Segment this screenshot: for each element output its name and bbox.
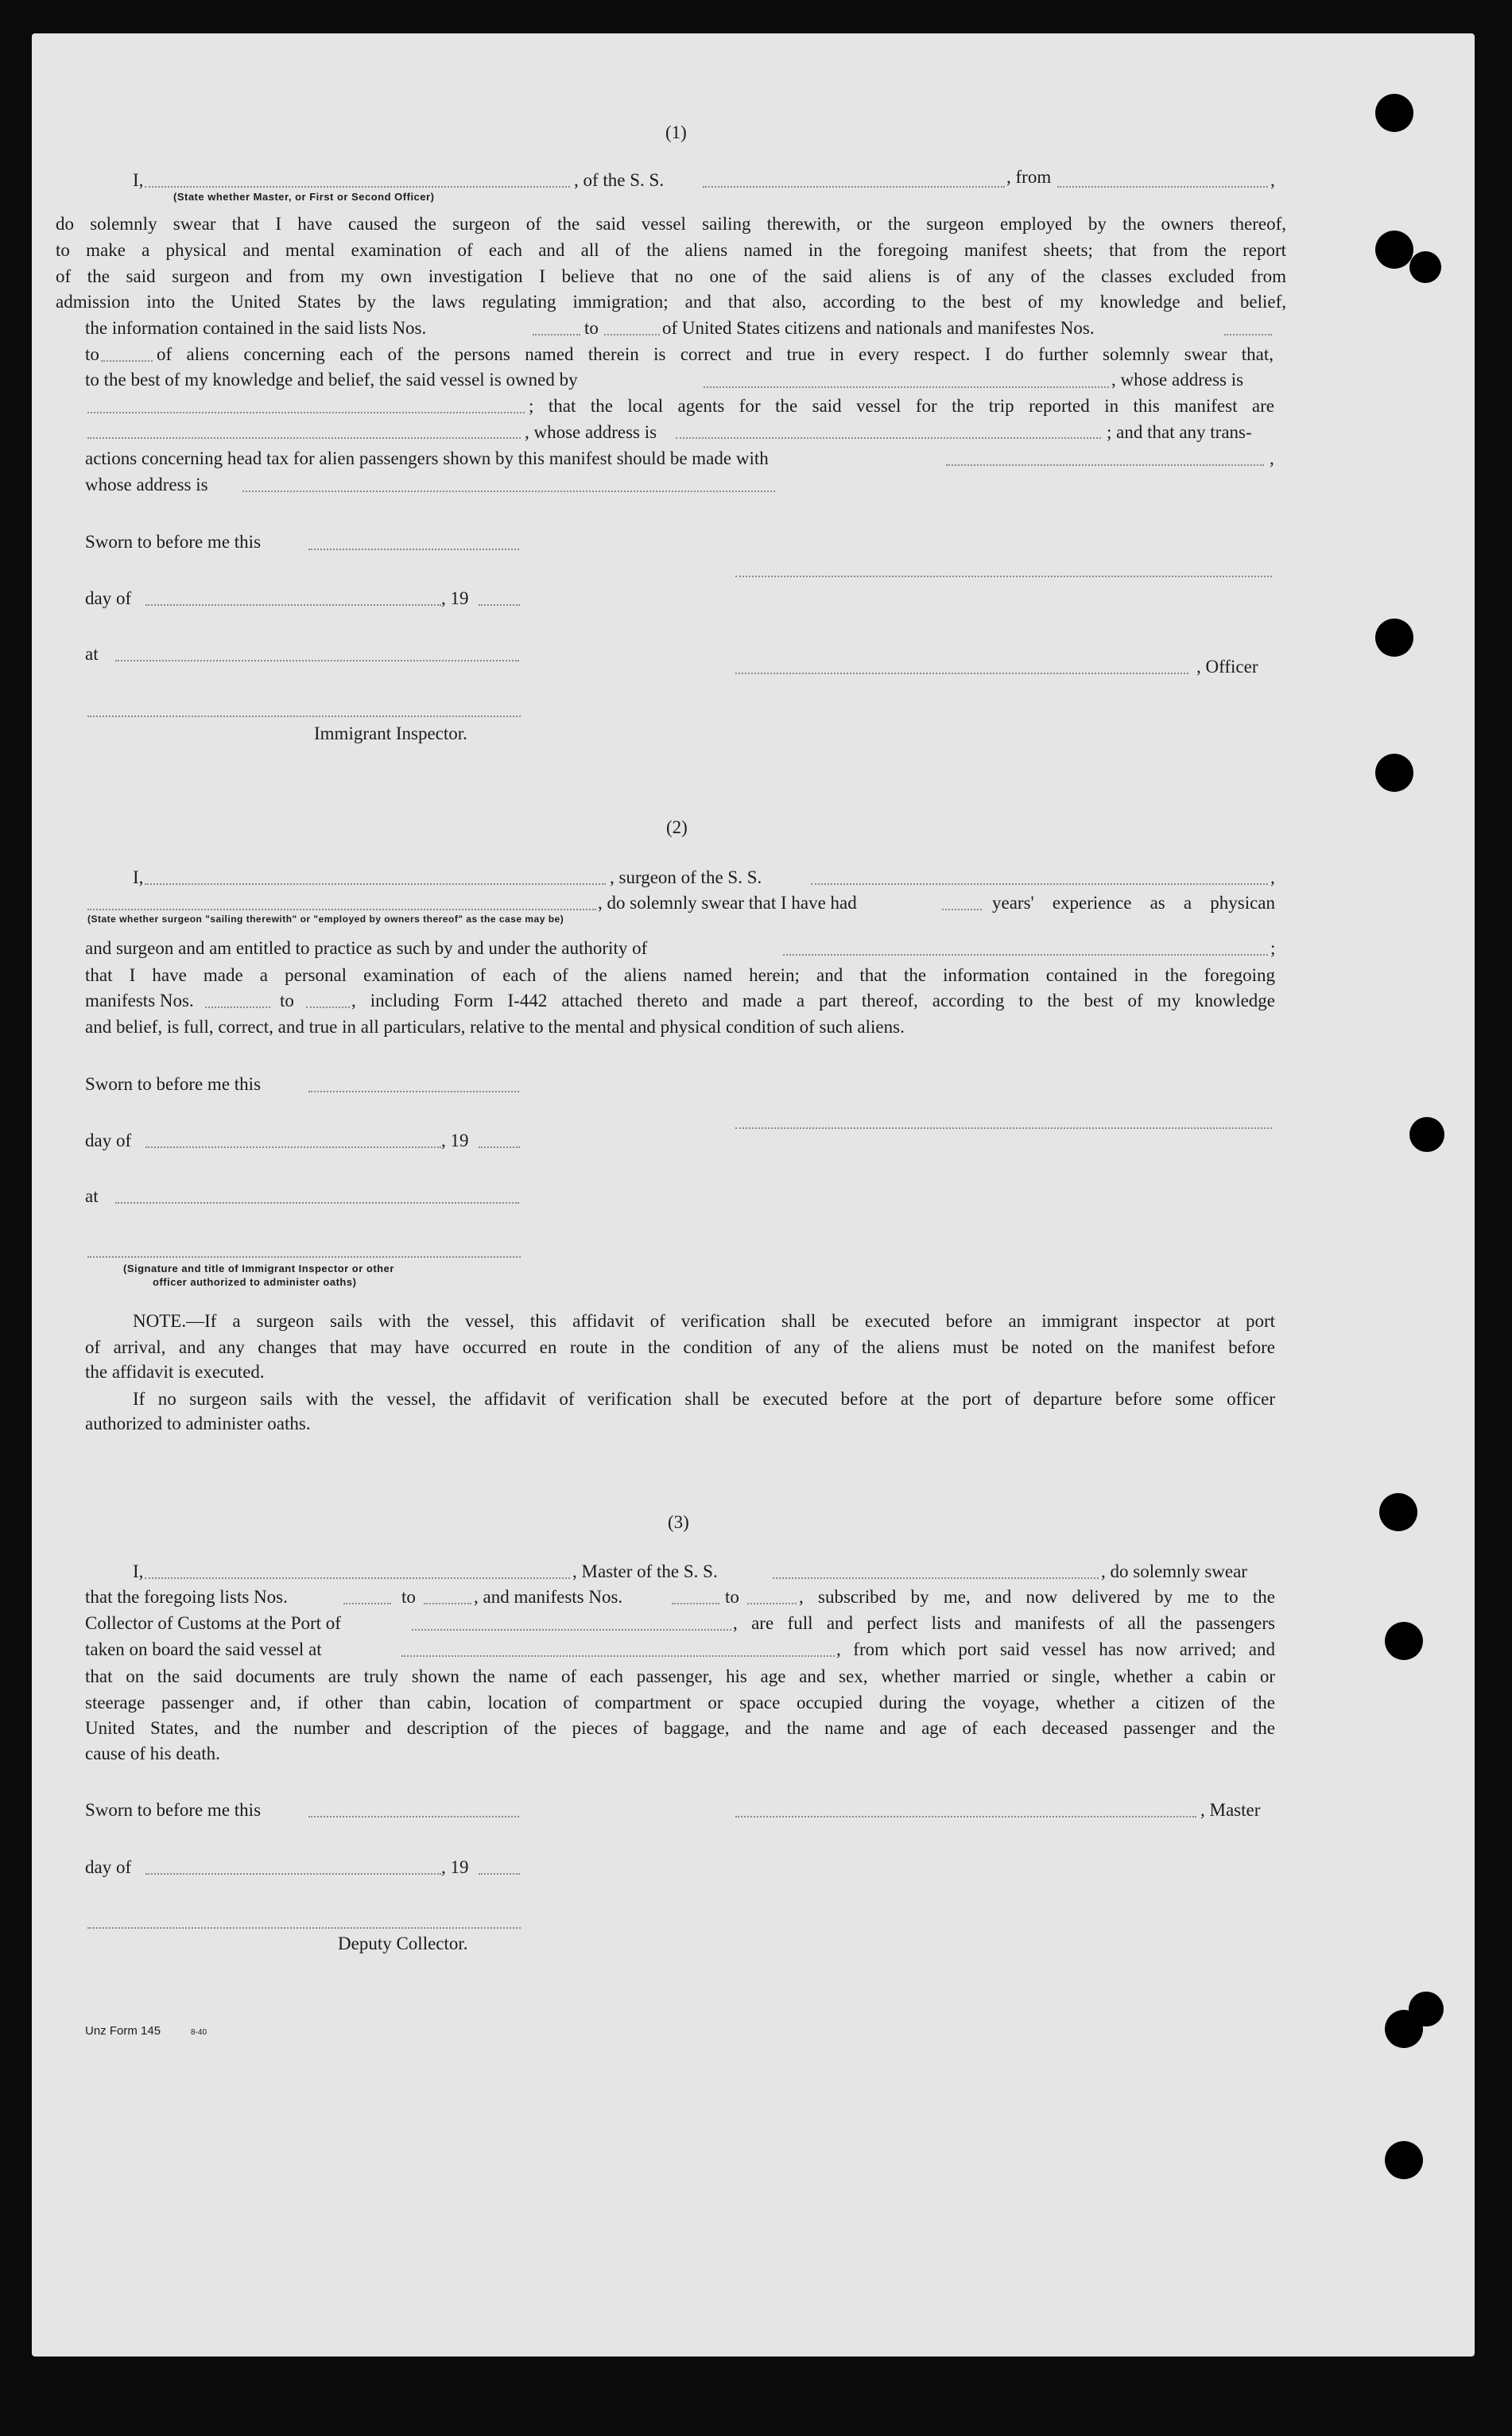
local-agents-label: ; that the local agents for the said vessel for the trip reported in this manifest are: [529, 396, 1274, 416]
s3-master-name-field[interactable]: [145, 1577, 570, 1579]
surgeon-signature-line[interactable]: [735, 1127, 1272, 1129]
collector-port-field[interactable]: [412, 1629, 731, 1631]
section-3-number: (3): [668, 1512, 689, 1532]
section-1-number: (1): [665, 122, 687, 142]
section-3-text-line: that on the said documents are truly shown the name of each passenger, his age and sex, whether married or single, whether a cabin or: [85, 1666, 1275, 1686]
vessel-name-field[interactable]: [703, 186, 1005, 188]
taken-on-board-label: taken on board the said vessel at: [85, 1639, 322, 1659]
manifests-to-label: to: [85, 344, 99, 364]
note-line-1: NOTE.—If a surgeon sails with the vessel, this affidavit of verification shall be executed before an immigrant inspector at port: [133, 1311, 1275, 1331]
punch-hole: [1375, 619, 1413, 657]
note-line-3: the affidavit is executed.: [85, 1362, 265, 1382]
signature-title-note-2: officer authorized to administer oaths): [153, 1276, 357, 1288]
master-of-label: , Master of the S. S.: [572, 1561, 718, 1581]
owner-address-field[interactable]: [87, 412, 525, 413]
immigrant-inspector-label: Immigrant Inspector.: [314, 723, 467, 743]
solemnly-swear-label: , do solemnly swear: [1101, 1561, 1247, 1581]
section-3-last-line: cause of his death.: [85, 1744, 220, 1763]
at-label: at: [85, 644, 99, 664]
officer-signature-line[interactable]: [735, 576, 1272, 577]
s3-lists-nos-label: that the foregoing lists Nos.: [85, 1587, 288, 1607]
surgeon-status-note: (State whether surgeon "sailing therewith" or "employed by owners thereof" as the case may be): [87, 914, 564, 925]
s2-day-of-field[interactable]: [145, 1146, 441, 1148]
from-port-field[interactable]: [1057, 186, 1268, 188]
sworn-label: Sworn to before me this: [85, 532, 262, 552]
s3-day-of-field[interactable]: [145, 1873, 441, 1875]
officer-title-field[interactable]: [735, 673, 1188, 674]
punch-hole: [1375, 754, 1413, 792]
s3-vessel-field[interactable]: [773, 1577, 1099, 1579]
day-of-field[interactable]: [145, 604, 441, 606]
note-line-4: If no surgeon sails with the vessel, the affidavit of verification shall be executed before at the port of departure before some officer: [133, 1389, 1275, 1409]
owner-address-label: , whose address is: [1111, 370, 1244, 390]
punch-hole: [1409, 1117, 1444, 1152]
full-perfect-label: , are full and perfect lists and manifests of all the passengers: [733, 1613, 1275, 1633]
inspector-signature-line-2[interactable]: [87, 1256, 521, 1258]
officer-rank-note: (State whether Master, or First or Second Officer): [173, 191, 435, 203]
form-i442-label: , including Form I-442 attached thereto and made a part thereof, according to the best of my knowledge: [351, 991, 1275, 1010]
note-line-5: authorized to administer oaths.: [85, 1414, 311, 1433]
lists-to-label: to: [584, 318, 599, 338]
sworn-date-field[interactable]: [308, 549, 519, 550]
swear-experience-label: , do solemnly swear that I have had: [598, 893, 857, 913]
owner-label: to the best of my knowledge and belief, the said vessel is owned by: [85, 370, 578, 390]
s3-lists-from-field[interactable]: [343, 1603, 391, 1604]
s3-lists-to-label: to: [401, 1587, 416, 1607]
day-of-label: day of: [85, 588, 132, 608]
head-tax-address-label: whose address is: [85, 475, 208, 495]
section-1-line-7-text: of aliens concerning each of the persons named therein is correct and true in every respect. I do further solemnly swear that,: [157, 344, 1274, 364]
section-2-line-1-comma: ,: [1270, 867, 1275, 887]
head-tax-address-field[interactable]: [242, 491, 775, 492]
s3-lists-to-field[interactable]: [424, 1603, 471, 1604]
authority-semicolon: ;: [1270, 938, 1276, 958]
master-signature-line[interactable]: [735, 1816, 1196, 1817]
s3-line-1-i: I,: [133, 1561, 144, 1581]
section-2-text-line: that I have made a personal examination of each of the aliens named herein; and that the information contained in the foregoing: [85, 965, 1275, 985]
section-1-line-1-from: , from: [1006, 167, 1052, 187]
s2-day-of-label: day of: [85, 1131, 132, 1150]
collector-port-label: Collector of Customs at the Port of: [85, 1613, 341, 1633]
authority-label: and surgeon and am entitled to practice as such by and under the authority of: [85, 938, 648, 958]
deputy-collector-label: Deputy Collector.: [338, 1934, 468, 1953]
section-1-text-line: to make a physical and mental examination of each and all of the aliens named in the foregoing manifest sheets; that from the report: [56, 240, 1286, 260]
head-tax-comma: ,: [1270, 448, 1274, 468]
years-experience-label: years' experience as a physican: [992, 893, 1275, 913]
section-1-line-1-i: I,: [133, 170, 144, 190]
s3-year-label: , 19: [441, 1857, 469, 1877]
s2-year-field[interactable]: [479, 1146, 520, 1148]
citizens-manifests-label: of United States citizens and nationals and manifestes Nos.: [662, 318, 1095, 338]
manifests-nos-to-field[interactable]: [101, 360, 153, 362]
form-code: 8-40: [191, 2028, 207, 2037]
head-tax-label: actions concerning head tax for alien passengers shown by this manifest should be made with: [85, 448, 769, 468]
surgeon-vessel-field[interactable]: [811, 883, 1268, 885]
note-line-2: of arrival, and any changes that may have occurred en route in the condition of any of the aliens must be noted on the manifest before: [85, 1337, 1275, 1357]
lists-nos-label: the information contained in the said lists Nos.: [85, 318, 427, 338]
year-label: , 19: [441, 588, 469, 608]
punch-hole: [1385, 1622, 1423, 1660]
s3-sworn-label: Sworn to before me this: [85, 1800, 262, 1820]
s3-manifests-to-field[interactable]: [747, 1603, 797, 1604]
s3-day-of-label: day of: [85, 1857, 132, 1877]
master-label: , Master: [1200, 1800, 1261, 1820]
agents-address-field[interactable]: [676, 437, 1101, 439]
local-agents-field[interactable]: [87, 437, 521, 439]
authority-field[interactable]: [783, 954, 1268, 956]
signature-title-note-1: (Signature and title of Immigrant Inspector or other: [123, 1263, 394, 1274]
s3-year-field[interactable]: [479, 1873, 520, 1875]
section-2-line-1-i: I,: [133, 867, 144, 887]
boarding-port-field[interactable]: [401, 1655, 835, 1657]
s2-sworn-date-field[interactable]: [308, 1091, 519, 1092]
s3-manifests-to-label: to: [725, 1587, 739, 1607]
s3-manifests-from-field[interactable]: [672, 1603, 719, 1604]
punch-hole: [1379, 1493, 1417, 1531]
section-1-text-line: do solemnly swear that I have caused the surgeon of the said vessel sailing therewith, or the surgeon employed by the owners thereof,: [56, 214, 1286, 234]
s2-to-label: to: [280, 991, 294, 1010]
arrived-label: , from which port said vessel has now arrived; and: [836, 1639, 1275, 1659]
section-2-number: (2): [666, 817, 688, 837]
years-experience-field[interactable]: [942, 909, 982, 910]
lists-nos-from-field[interactable]: [533, 334, 580, 336]
transactions-label: ; and that any trans-: [1107, 422, 1252, 442]
punch-hole: [1385, 2141, 1423, 2179]
s3-manifests-label: , and manifests Nos.: [474, 1587, 623, 1607]
collector-signature-line[interactable]: [87, 1927, 521, 1929]
vessel-owner-field[interactable]: [704, 386, 1109, 388]
year-field[interactable]: [479, 604, 520, 606]
s2-sworn-label: Sworn to before me this: [85, 1074, 262, 1094]
surgeon-of-label: , surgeon of the S. S.: [610, 867, 762, 887]
s2-year-label: , 19: [441, 1131, 469, 1150]
master-name-field[interactable]: [145, 186, 570, 188]
section-1-text-line: admission into the United States by the laws regulating immigration; and that also, according to the best of my knowledge and belief,: [56, 292, 1286, 312]
punch-hole: [1409, 251, 1441, 283]
manifests-nos-from-field[interactable]: [1224, 334, 1272, 336]
agents-address-label: , whose address is: [525, 422, 657, 442]
s2-manifests-from-field[interactable]: [205, 1007, 270, 1008]
officer-label: , Officer: [1196, 657, 1258, 677]
punch-hole: [1385, 2010, 1423, 2048]
punch-hole: [1375, 94, 1413, 132]
s2-at-field[interactable]: [115, 1202, 519, 1204]
manifests-nos-label: manifests Nos.: [85, 991, 194, 1010]
section-1-line-1-comma: ,: [1270, 170, 1275, 190]
punch-hole: [1375, 231, 1413, 269]
subscribed-label: , subscribed by me, and now delivered by me to the: [799, 1587, 1275, 1607]
s3-sworn-date-field[interactable]: [308, 1816, 519, 1817]
form-id: Unz Form 145: [85, 2024, 161, 2038]
head-tax-contact-field[interactable]: [946, 464, 1264, 466]
section-1-text-line: of the said surgeon and from my own investigation I believe that no one of the said aliens is of any of the classes excluded from: [56, 266, 1286, 286]
lists-nos-to-field[interactable]: [604, 334, 660, 336]
section-3-text-line: steerage passenger and, if other than cabin, location of compartment or space occupied during the voyage, whether a citizen of the: [85, 1693, 1275, 1713]
inspector-signature-line[interactable]: [87, 716, 521, 717]
s2-manifests-to-field[interactable]: [306, 1007, 350, 1008]
surgeon-status-field[interactable]: [87, 909, 596, 910]
section-2-belief-line: and belief, is full, correct, and true in all particulars, relative to the mental and physical condition of such aliens.: [85, 1017, 905, 1037]
surgeon-name-field[interactable]: [145, 883, 606, 885]
at-place-field[interactable]: [115, 660, 519, 661]
section-3-text-line: United States, and the number and description of the pieces of baggage, and the name and age of each deceased passenger and the: [85, 1718, 1275, 1738]
s2-at-label: at: [85, 1186, 99, 1206]
section-1-line-1-ss: , of the S. S.: [574, 170, 665, 190]
